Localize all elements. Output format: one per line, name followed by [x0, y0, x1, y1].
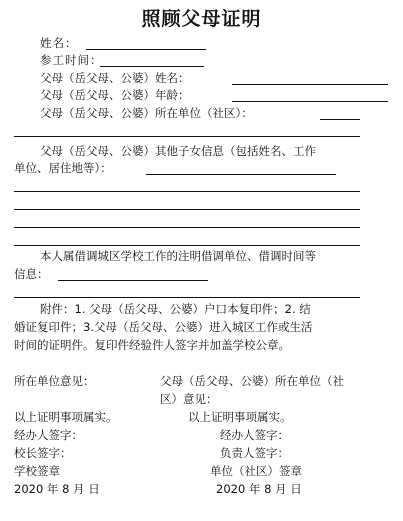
- borrow-info-line-1[interactable]: [58, 280, 208, 281]
- school-seal: 学校签章: [14, 464, 60, 478]
- page-title: 照顾父母证明: [141, 8, 262, 30]
- name-label: 姓名：: [40, 36, 78, 50]
- parent-unit-opinion-label-1: 父母（岳父母、公婆）所在单位（社: [160, 374, 344, 388]
- handler-signature-right: 经办人签字：: [220, 428, 289, 442]
- borrow-info-line-2[interactable]: [14, 297, 360, 298]
- other-children-line-2[interactable]: [14, 191, 360, 192]
- confirm-text-right: 以上证明事项属实。: [188, 410, 292, 424]
- parent-unit-line[interactable]: [320, 119, 360, 120]
- parent-age-line[interactable]: [232, 101, 388, 102]
- parent-name-label: 父母（岳父母、公婆）姓名：: [40, 71, 190, 85]
- other-children-line-3[interactable]: [14, 209, 360, 210]
- date-left: 2020 年 8 月 日: [14, 482, 100, 496]
- parent-unit-line-2[interactable]: [14, 136, 360, 137]
- attachment-text-2: 婚证复印件；3.父母（岳父母、公婆）进入城区工作或生活: [14, 320, 313, 334]
- work-time-line[interactable]: [100, 66, 204, 67]
- responsible-signature: 负责人签字：: [220, 446, 289, 460]
- borrow-info-text-1: 本人属借调城区学校工作的注明借调单位、借调时间等: [40, 249, 316, 263]
- principal-signature: 校长签字：: [14, 446, 72, 460]
- borrow-info-text-2: 信息：: [14, 267, 49, 281]
- other-children-line-5[interactable]: [14, 245, 360, 246]
- parent-name-line[interactable]: [232, 84, 388, 85]
- date-right: 2020 年 8 月 日: [216, 482, 302, 496]
- unit-opinion-label: 所在单位意见：: [14, 374, 95, 388]
- parent-unit-label: 父母（岳父母、公婆）所在单位（社区）：: [40, 106, 253, 120]
- parent-age-label: 父母（岳父母、公婆）年龄：: [40, 88, 190, 102]
- handler-signature-left: 经办人签字：: [14, 428, 83, 442]
- name-line[interactable]: [86, 49, 206, 50]
- other-children-line-4[interactable]: [14, 227, 360, 228]
- unit-seal: 单位（社区）签章: [210, 464, 302, 478]
- other-children-line-1[interactable]: [146, 174, 336, 175]
- confirm-text-left: 以上证明事项属实。: [14, 410, 118, 424]
- parent-unit-opinion-label-2: 区）意见：: [160, 392, 218, 406]
- work-time-label: 参工时间：: [40, 53, 103, 67]
- attachment-text-3: 时间的证明件。复印件经验件人签字并加盖学校公章。: [14, 338, 290, 352]
- attachment-text-1: 附件：1. 父母（岳父母、公婆）户口本复印件；2. 结: [40, 302, 311, 316]
- other-children-text-2: 单位、居住地等）：: [14, 161, 112, 175]
- other-children-text-1: 父母（岳父母、公婆）其他子女信息（包括姓名、工作: [40, 144, 316, 158]
